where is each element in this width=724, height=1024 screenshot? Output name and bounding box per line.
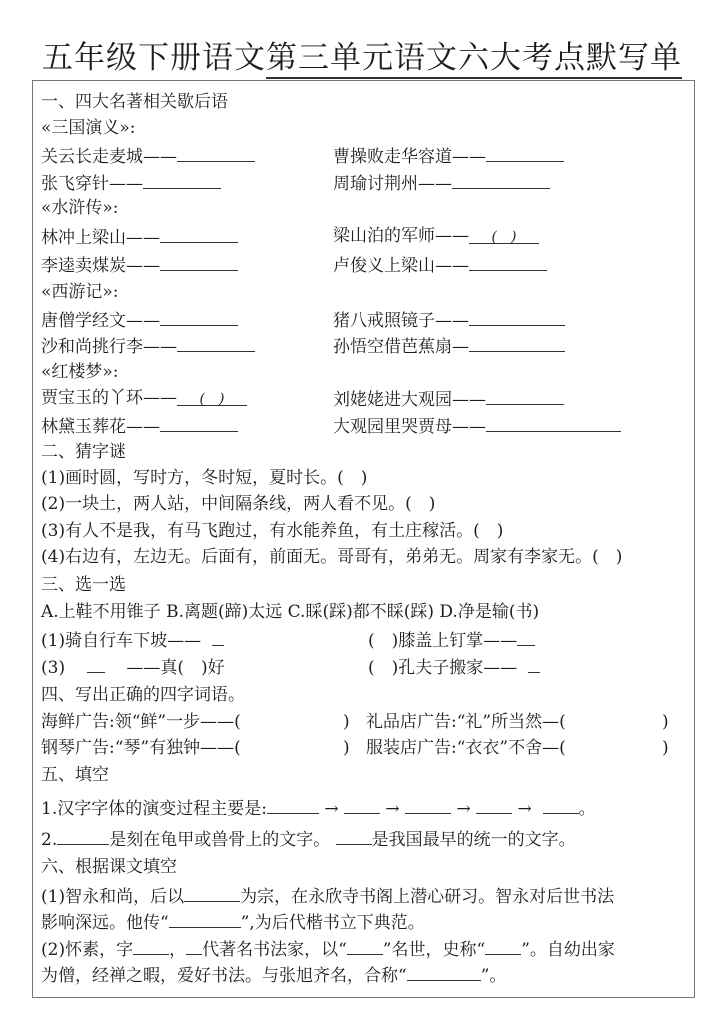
idiom-item: 大观园里哭贾母—— (333, 413, 621, 439)
answer-blank[interactable] (169, 909, 241, 928)
answer-blank[interactable] (184, 883, 240, 902)
answer-blank[interactable] (469, 252, 547, 271)
answer-blank[interactable] (486, 413, 621, 432)
word-item: 海鲜广告:领“鲜”一步——( (41, 712, 241, 732)
answer-blank[interactable]: ( ) (469, 225, 539, 244)
riddle-item: (1)画时圆，写时方，冬时短，夏时长。( ) (41, 468, 368, 488)
answer-blank[interactable] (186, 936, 202, 955)
book-shuihu: «水浒传»: (41, 198, 119, 218)
answer-blank[interactable] (160, 224, 238, 243)
answer-blank[interactable] (133, 936, 169, 955)
text-fill-line: (2)怀素，字 ， 代著名书法家，以“ ”名世，史称“ ”。自幼出家 (41, 936, 615, 962)
riddle-item: (4)右边有，左边无。后面有，前面无。哥哥有，弟弟无。周家有李家无。( ) (41, 547, 623, 567)
text-fill-line: (1)智永和尚，后以 为宗，在永欣寺书阁上潜心研习。智永对后世书法 (41, 883, 614, 909)
word-item: 服装店广告:“衣衣”不舍—( (366, 738, 566, 758)
word-item: 礼品店广告:“礼”所当然—( (366, 712, 566, 732)
answer-blank[interactable] (177, 333, 255, 352)
close-paren: ) (343, 738, 350, 758)
text-fill-line: 为僧，经禅之暇，爱好书法。与张旭齐名，合称“ ”。 (41, 962, 506, 988)
section5-heading: 五、填空 (41, 765, 109, 785)
book-sanguo: «三国演义»: (41, 118, 136, 138)
answer-blank[interactable] (160, 252, 238, 271)
answer-blank[interactable]: ( ) (177, 387, 247, 406)
choice-item: (3) ——真( )好 (41, 654, 225, 680)
answer-blank[interactable] (267, 795, 319, 814)
section6-heading: 六、根据课文填空 (41, 857, 177, 877)
close-paren: ) (662, 738, 669, 758)
choice-item: ( )膝盖上钉掌—— (368, 627, 535, 653)
answer-blank[interactable] (177, 143, 255, 162)
idiom-item: 曹操败走华容道—— (333, 143, 564, 169)
answer-blank[interactable] (543, 795, 579, 814)
fill-item: 1.汉字字体的演变过程主要是: → → → → 。 (41, 795, 596, 821)
answer-blank[interactable] (336, 826, 372, 845)
idiom-item: 关云长走麦城—— (41, 143, 255, 169)
answer-blank[interactable] (57, 826, 109, 845)
idiom-item: 刘姥姥进大观园—— (333, 386, 564, 412)
idiom-item: 猪八戒照镜子—— (333, 307, 565, 333)
idiom-item: 张飞穿针—— (41, 170, 221, 196)
section1-heading: 一、四大名著相关歇后语 (41, 92, 228, 112)
choice-item: (1)骑自行车下坡—— (41, 627, 224, 653)
book-honglou: «红楼梦»: (41, 362, 119, 382)
page-title (0, 38, 724, 78)
answer-blank[interactable] (160, 413, 238, 432)
idiom-item: 周瑜讨荆州—— (333, 170, 550, 196)
answer-blank[interactable] (486, 143, 564, 162)
choice-item: ( )孔夫子搬家—— (368, 654, 540, 680)
close-paren: ) (343, 712, 350, 732)
book-xiyou: «西游记»: (41, 282, 119, 302)
answer-blank[interactable] (405, 795, 451, 814)
answer-blank[interactable] (517, 627, 535, 646)
answer-blank[interactable] (476, 795, 512, 814)
title-underlined: 第三单元语文六大考点默写单 (266, 40, 682, 79)
answer-blank[interactable] (87, 654, 105, 673)
answer-blank[interactable] (344, 795, 380, 814)
choice-options: A.上鞋不用锥子 B.离题(蹄)太远 C.睬(踩)都不睬(踩) D.净是输(书) (41, 602, 540, 622)
riddle-item: (3)有人不是我，有马飞跑过，有水能养鱼，有土庄稼活。( ) (41, 521, 504, 541)
fill-item: 2. 是刻在龟甲或兽骨上的文字。 是我国最早的统一的文字。 (41, 826, 576, 852)
answer-blank[interactable] (212, 627, 224, 646)
section3-heading: 三、选一选 (41, 575, 126, 595)
answer-blank[interactable] (485, 936, 521, 955)
idiom-item: 卢俊义上梁山—— (333, 252, 547, 278)
answer-blank[interactable] (160, 307, 238, 326)
answer-blank[interactable] (452, 170, 550, 189)
answer-blank[interactable] (143, 170, 221, 189)
idiom-item: 李逵卖煤炭—— (41, 252, 238, 278)
close-paren: ) (662, 712, 669, 732)
riddle-item: (2)一块土，两人站，中间隔条线，两人看不见。( ) (41, 494, 436, 514)
word-item: 钢琴广告:“琴”有独钟——( (41, 738, 241, 758)
idiom-item: 梁山泊的军师—— ( ) (333, 224, 539, 248)
idiom-item: 孙悟空借芭蕉扇— (333, 333, 565, 359)
idiom-item: 林冲上梁山—— (41, 224, 238, 250)
answer-blank[interactable] (528, 654, 540, 673)
answer-blank[interactable] (486, 386, 564, 405)
section4-heading: 四、写出正确的四字词语。 (41, 685, 245, 705)
idiom-item: 林黛玉葬花—— (41, 413, 238, 439)
answer-blank[interactable] (469, 307, 565, 326)
idiom-item: 贾宝玉的丫环—— ( ) (41, 386, 247, 410)
answer-blank[interactable] (407, 962, 481, 981)
section2-heading: 二、猜字谜 (41, 442, 126, 462)
text-fill-line: 影响深远。他传“ ”,为后代楷书立下典范。 (41, 909, 425, 935)
answer-blank[interactable] (469, 333, 565, 352)
idiom-item: 沙和尚挑行李—— (41, 333, 255, 359)
title-part1: 五年级下册语文 (42, 40, 266, 76)
idiom-item: 唐僧学经文—— (41, 307, 238, 333)
answer-blank[interactable] (347, 936, 383, 955)
